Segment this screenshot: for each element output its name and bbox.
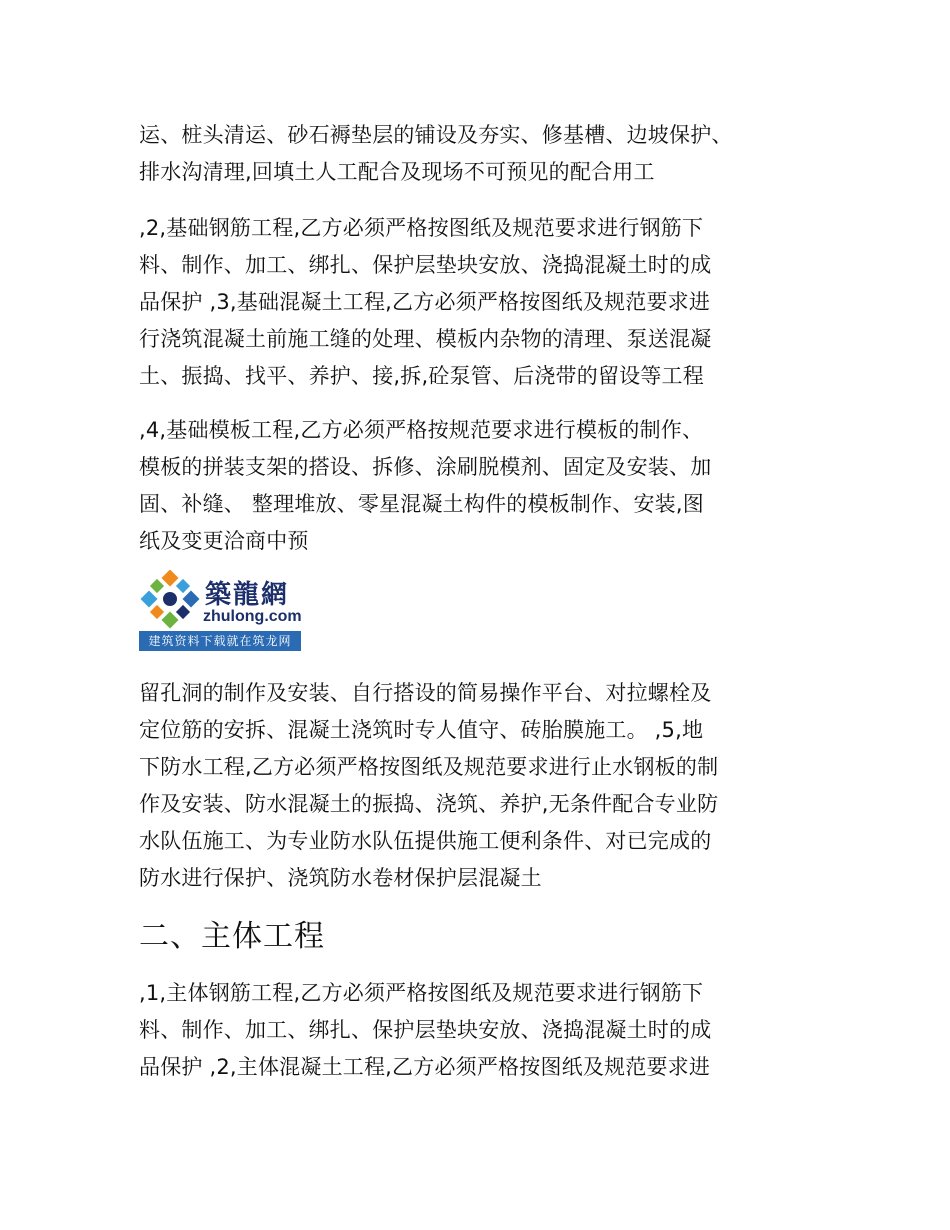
text-line: 品保护 ,3,基础混凝土工程,乙方必须严格按图纸及规范要求进 (139, 290, 711, 314)
text-line: 留孔洞的制作及安装、自行搭设的简易操作平台、对拉螺栓及 (139, 681, 712, 705)
text-line: 定位筋的安拆、混凝土浇筑时专人值守、砖胎膜施工。 ,5,地 (139, 718, 704, 742)
paragraph-3 (139, 412, 819, 560)
text-line: 运、桩头清运、砂石褥垫层的铺设及夯实、修基槽、边坡保护、 (139, 123, 733, 147)
logo-slogan: 建筑资料下载就在筑龙网 (139, 631, 301, 651)
text-line: ,4,基础模板工程,乙方必须严格按规范要求进行模板的制作、 (139, 418, 704, 442)
text-line: ,1,主体钢筋工程,乙方必须严格按图纸及规范要求进行钢筋下 (139, 981, 704, 1005)
text-line: 料、制作、加工、绑扎、保护层垫块安放、浇捣混凝土时的成 (139, 1018, 712, 1042)
text-line: 防水进行保护、浇筑防水卷材保护层混凝土 (139, 866, 542, 890)
logo-name-en: zhulong.com (203, 608, 302, 625)
text-line: 作及安装、防水混凝土的振捣、浇筑、养护,无条件配合专业防 (139, 792, 719, 816)
text-line: 水队伍施工、为专业防水队伍提供施工便利条件、对已完成的 (139, 829, 712, 853)
zhulong-logo (139, 570, 301, 651)
text-line: 行浇筑混凝土前施工缝的处理、模板内杂物的清理、泵送混凝 (139, 327, 712, 351)
zhulong-emblem-icon (139, 570, 201, 630)
text-line: 排水沟清理,回填土人工配合及现场不可预见的配合用工 (139, 160, 655, 184)
text-line: 固、补缝、 整理堆放、零星混凝土构件的模板制作、安装,图 (139, 492, 704, 516)
text-line: 料、制作、加工、绑扎、保护层垫块安放、浇捣混凝土时的成 (139, 253, 712, 277)
text-line: ,2,基础钢筋工程,乙方必须严格按图纸及规范要求进行钢筋下 (139, 216, 704, 240)
text-line: 下防水工程,乙方必须严格按图纸及规范要求进行止水钢板的制 (139, 755, 719, 779)
text-line: 品保护 ,2,主体混凝土工程,乙方必须严格按图纸及规范要求进 (139, 1055, 711, 1079)
paragraph-1 (139, 117, 819, 191)
paragraph-5 (139, 975, 819, 1086)
logo-name-cn: 築龍網 (205, 580, 290, 610)
paragraph-2 (139, 210, 819, 395)
text-line: 土、振捣、找平、养护、接,拆,砼泵管、后浇带的留设等工程 (139, 364, 704, 388)
section-heading: 二、主体工程 (139, 919, 325, 954)
paragraph-4 (139, 675, 819, 897)
text-line: 纸及变更洽商中预 (139, 529, 309, 553)
text-line: 模板的拼装支架的搭设、拆修、涂刷脱模剂、固定及安装、加 (139, 455, 712, 479)
